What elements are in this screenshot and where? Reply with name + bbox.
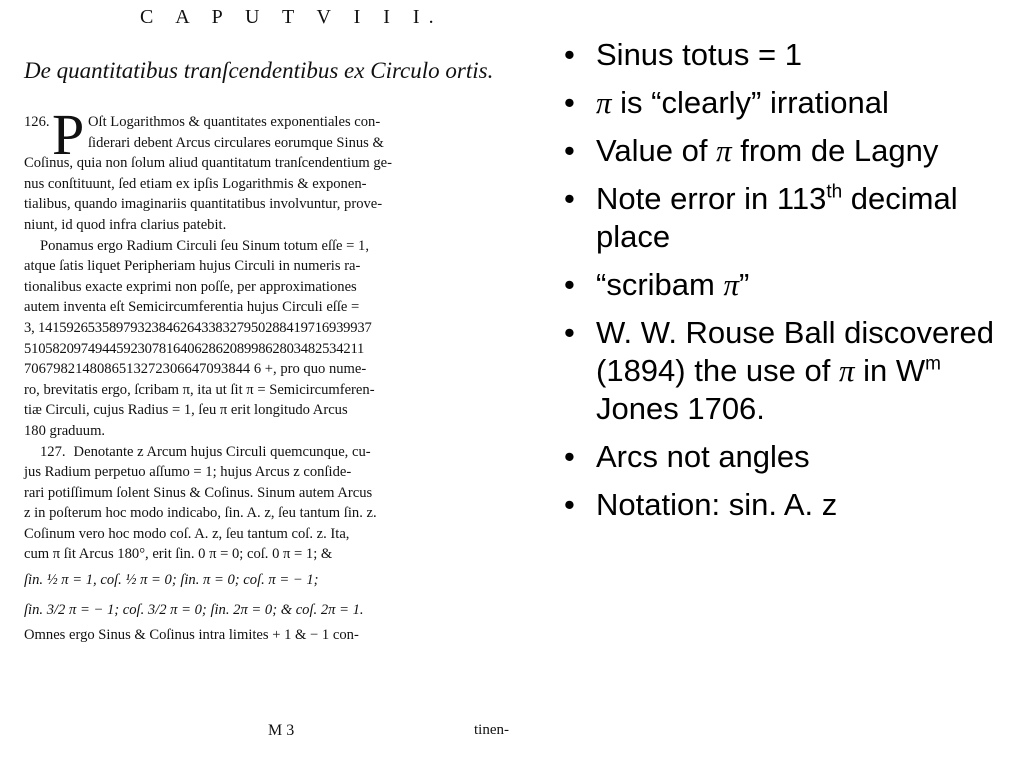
- body-line: cum π ſit Arcus 180°, erit ſin. 0 π = 0; coſ. 0 π = 1; &: [24, 546, 333, 563]
- drop-cap: P: [52, 102, 85, 167]
- chapter-subtitle: De quantitatibus tranſcendentibus ex Circulo ortis.: [24, 58, 494, 83]
- section-number: 127.: [40, 443, 66, 460]
- catchword: tinen-: [474, 722, 509, 738]
- body-line: ſiderari debent Arcus circulares eorumque Sinus &: [88, 134, 384, 151]
- body-line: niunt, id quod infra clarius patebit.: [24, 216, 227, 233]
- pi-symbol: π: [839, 353, 855, 388]
- pi-symbol: π: [723, 267, 739, 302]
- body-line: z in poſterum hoc modo indicabo, ſin. A. z, ſeu tantum ſin. z.: [24, 505, 377, 522]
- pi-digits-line: 7067982148086513272306647093844 6 +, pro quo nume-: [24, 361, 367, 378]
- pi-digits-line: 510582097494459230781640628620899862803482534211: [24, 340, 365, 357]
- bullet-item: • Value of π from de Lagny: [560, 132, 1000, 170]
- body-line: ro, brevitatis ergo, ſcribam π, ita ut ſit π = Semicircumferen-: [24, 381, 375, 398]
- body-line: tionalibus exacte exprimi non poſſe, per approximationes: [24, 278, 357, 295]
- page-body: [24, 112, 520, 646]
- body-line: 180 graduum.: [24, 422, 106, 439]
- body-line: rari potiſſimum ſolent Sinus & Coſinus. Sinum autem Arcus: [24, 484, 373, 501]
- body-line: jus Radium perpetuo aſſumo = 1; hujus Arcus z conſide-: [24, 464, 352, 481]
- signature-mark: M 3: [268, 722, 295, 739]
- bullet-item: • Sinus totus = 1: [560, 36, 1000, 74]
- bullet-item: • Arcs not angles: [560, 438, 1000, 476]
- bullet-item: • W. W. Rouse Ball discovered (1894) the use of π in $W^m$ Jones 1706.: [560, 314, 1000, 428]
- body-line: nus conſtituunt, ſed etiam ex ipſis Logarithmis & exponen-: [24, 175, 367, 192]
- bullet-item: • π is “clearly” irrational: [560, 84, 1000, 122]
- body-line: 126. Oſt Logarithmos & quantitates exponentiales con-: [24, 112, 520, 133]
- body-line: Omnes ergo Sinus & Coſinus intra limites + 1 & − 1 con-: [24, 627, 359, 644]
- formula-line: ſin. 3/2 π = − 1; coſ. 3/2 π = 0; ſin. 2π = 0; & coſ. 2π = 1.: [24, 602, 364, 619]
- body-line: Coſinus, quia non ſolum aliud quantitatum tranſcendentium ge-: [24, 155, 393, 172]
- chapter-heading: C A P U T V I I I.: [140, 6, 443, 28]
- pi-digits-line: 3, 14159265358979323846264338327950288419716939937: [24, 319, 372, 336]
- body-line: Coſinum vero hoc modo coſ. A. z, ſeu tantum coſ. z. Ita,: [24, 525, 350, 542]
- formula-line: ſin. ½ π = 1, coſ. ½ π = 0; ſin. π = 0; coſ. π = − 1;: [24, 572, 319, 589]
- bullet-item: • Notation: sin. A. z: [560, 486, 1000, 524]
- body-line: autem inventa eſt Semicircumferentia hujus Circuli eſſe =: [24, 299, 360, 316]
- body-line: Ponamus ergo Radium Circuli ſeu Sinum totum eſſe = 1,: [40, 237, 370, 254]
- bullet-list: [560, 36, 1000, 534]
- bullet-item: • “scribam π”: [560, 266, 1000, 304]
- body-line: atque ſatis liquet Peripheriam hujus Circuli in numeris ra-: [24, 258, 361, 275]
- bullet-item: • Note error in 113th decimal place: [560, 180, 1000, 256]
- pi-symbol: π: [596, 85, 612, 120]
- pi-symbol: π: [716, 133, 732, 168]
- body-line: tialibus, quando imaginariis quantitatibus involvuntur, prove-: [24, 196, 383, 213]
- body-line: 127. Denotante z Arcum hujus Circuli quemcunque, cu-: [40, 443, 371, 460]
- section-number: 126.: [24, 114, 50, 130]
- body-line: tiæ Circuli, cujus Radius = 1, ſeu π erit longitudo Arcus: [24, 402, 348, 419]
